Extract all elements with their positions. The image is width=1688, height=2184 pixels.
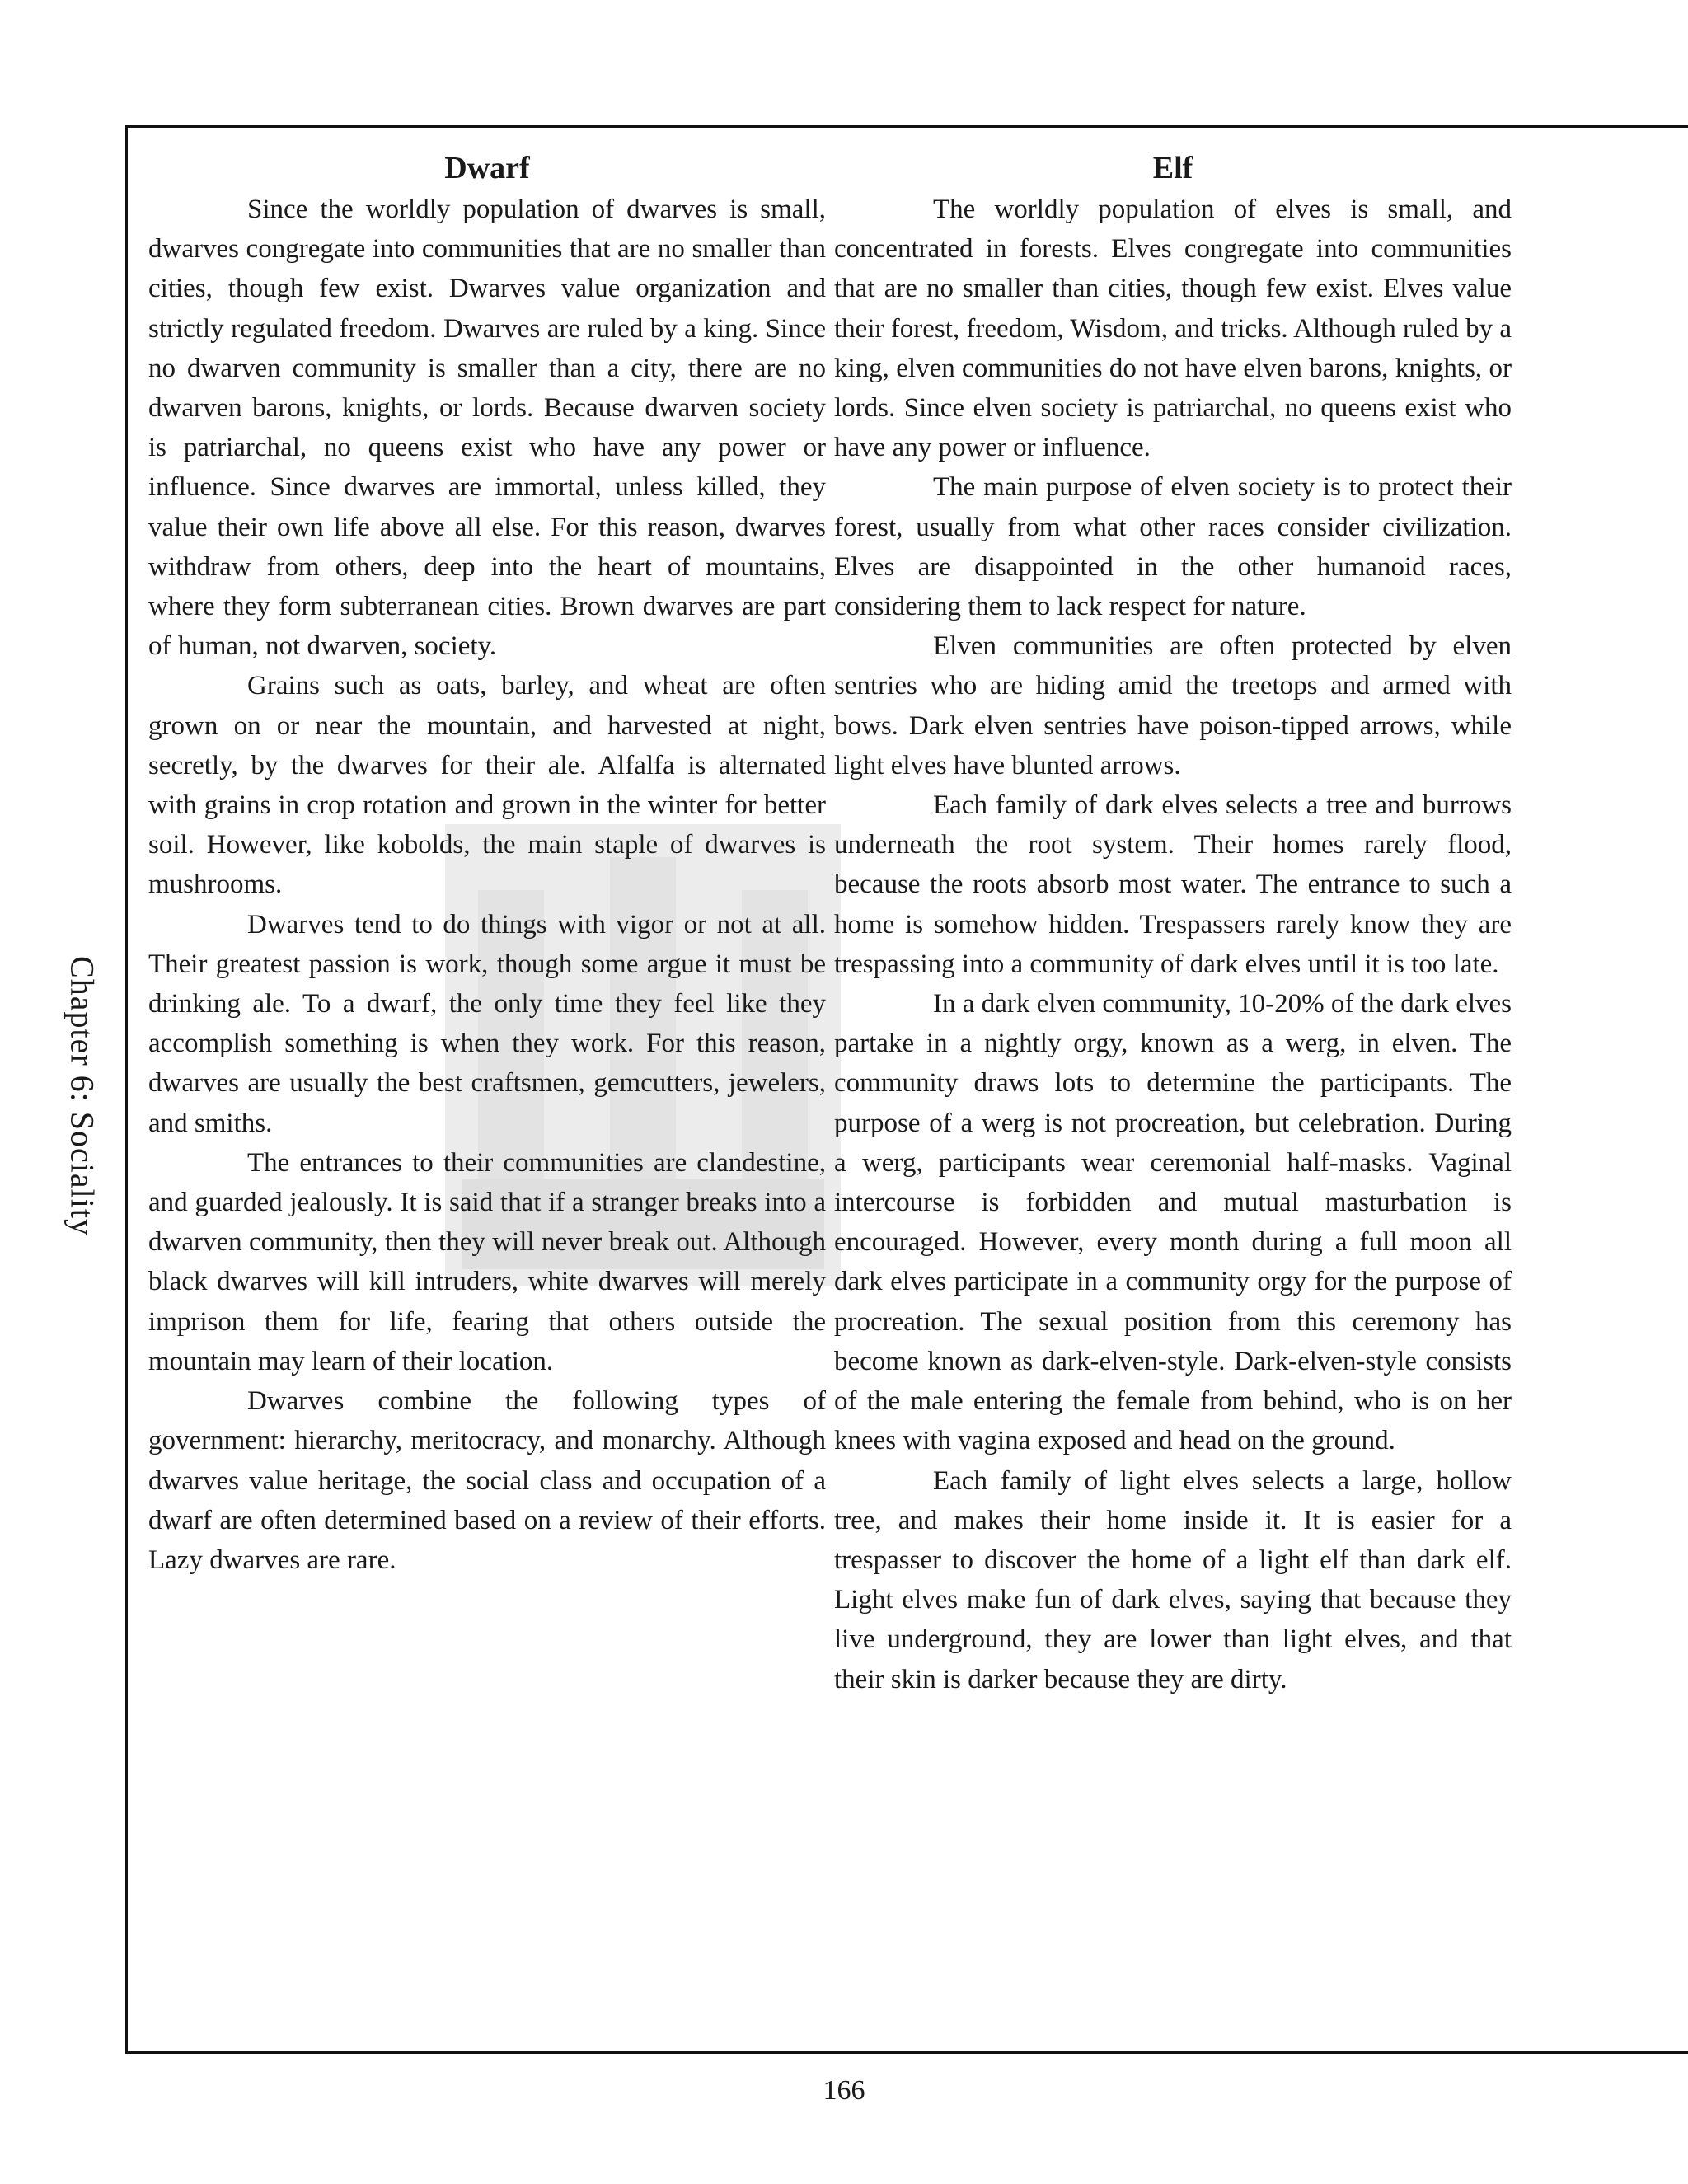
elf-section: [834, 147, 1512, 1699]
dwarf-paragraph: Since the worldly population of dwarves is small, dwarves congregate into communities that are no smaller than cities, though few exist. Dwarves value organization and strictly regulated freedom. Dwarves are ruled by a king. Since no dwarven community is smaller than a city, there are no dwarven barons, knights, or lords. Because dwarven society is patriarchal, no queens exist who have any power or influence. Since dwarves are immortal, unless killed, they value their own life above all else. For this reason, dwarves withdraw from others, deep into the heart of mountains, where they form subterranean cities. Brown dwarves are part of human, not dwarven, society.: [148, 194, 826, 662]
dwarf-heading: Dwarf: [444, 151, 530, 185]
elf-paragraph: Each family of dark elves selects a tree and burrows underneath the root system. Their homes rarely flood, because the roots absorb most water. The entrance to such a home is somehow hidden. Trespassers rarely know they are trespassing into a community of dark elves until it is too late.: [834, 790, 1512, 979]
dwarf-paragraph: Dwarves combine the following types of government: hierarchy, meritocracy, and monarchy. Although dwarves value heritage, the social class and occupation of a dwarf are often determined based on a review of their efforts. Lazy dwarves are rare.: [148, 1386, 826, 1575]
dwarf-paragraph: Dwarves tend to do things with vigor or not at all. Their greatest passion is work, though some argue it must be drinking ale. To a dwarf, the only time they feel like they accomplish something is when they work. For this reason, dwarves are usually the best craftsmen, gemcutters, jewelers, and smiths.: [148, 909, 826, 1138]
elf-paragraph: The main purpose of elven society is to protect their forest, usually from what other races consider civilization. Elves are disappointed in the other humanoid races, considering them to lack respect for nature.: [834, 472, 1512, 622]
chapter-tab-label: Chapter 6: Sociality: [63, 956, 101, 1236]
chapter-tab: [49, 931, 115, 1261]
dwarf-paragraph: Grains such as oats, barley, and wheat are often grown on or near the mountain, and harvested at night, secretly, by the dwarves for their ale. Alfalfa is alternated with grains in crop rotation and grown in the winter for better soil. However, like kobolds, the main staple of dwarves is mushrooms.: [148, 671, 826, 900]
elf-paragraph: In a dark elven community, 10-20% of the dark elves partake in a nightly orgy, known as a werg, in elven. The community draws lots to determine the participants. The purpose of a werg is not procreation, but celebration. During a werg, participants wear ceremonial half-masks. Vaginal intercourse is forbidden and mutual masturbation is encouraged. However, every month during a full moon all dark elves participate in a community orgy for the purpose of procreation. The sexual position from this ceremony has become known as dark-elven-style. Dark-elven-style consists of the male entering the female from behind, who is on her knees with vagina exposed and head on the ground.: [834, 989, 1512, 1456]
elf-paragraph: Each family of light elves selects a large, hollow tree, and makes their home inside it. It is easier for a trespasser to discover the home of a light elf than dark elf. Light elves make fun of dark elves, saying that because they live underground, they are lower than light elves, and that their skin is darker because they are dirty.: [834, 1465, 1512, 1694]
elf-heading: Elf: [1152, 151, 1193, 185]
dwarf-paragraph: The entrances to their communities are clandestine, and guarded jealously. It is said that if a stranger breaks into a dwarven community, then they will never break out. Although black dwarves will kill intruders, white dwarves will merely imprison them for life, fearing that others outside the mountain may learn of their location.: [148, 1147, 826, 1376]
elf-paragraph: Elven communities are often protected by elven sentries who are hiding amid the treetops and armed with bows. Dark elven sentries have poison-tipped arrows, while light elves have blunted arrows.: [834, 631, 1512, 780]
elf-paragraph: The worldly population of elves is small, and concentrated in forests. Elves congregate into communities that are no smaller than cities, though few exist. Elves value their forest, freedom, Wisdom, and tricks. Although ruled by a king, elven communities do not have elven barons, knights, or lords. Since elven society is patriarchal, no queens exist who have any power or influence.: [834, 194, 1512, 463]
page-number: 166: [823, 2075, 865, 2106]
dwarf-section: [148, 147, 826, 1580]
